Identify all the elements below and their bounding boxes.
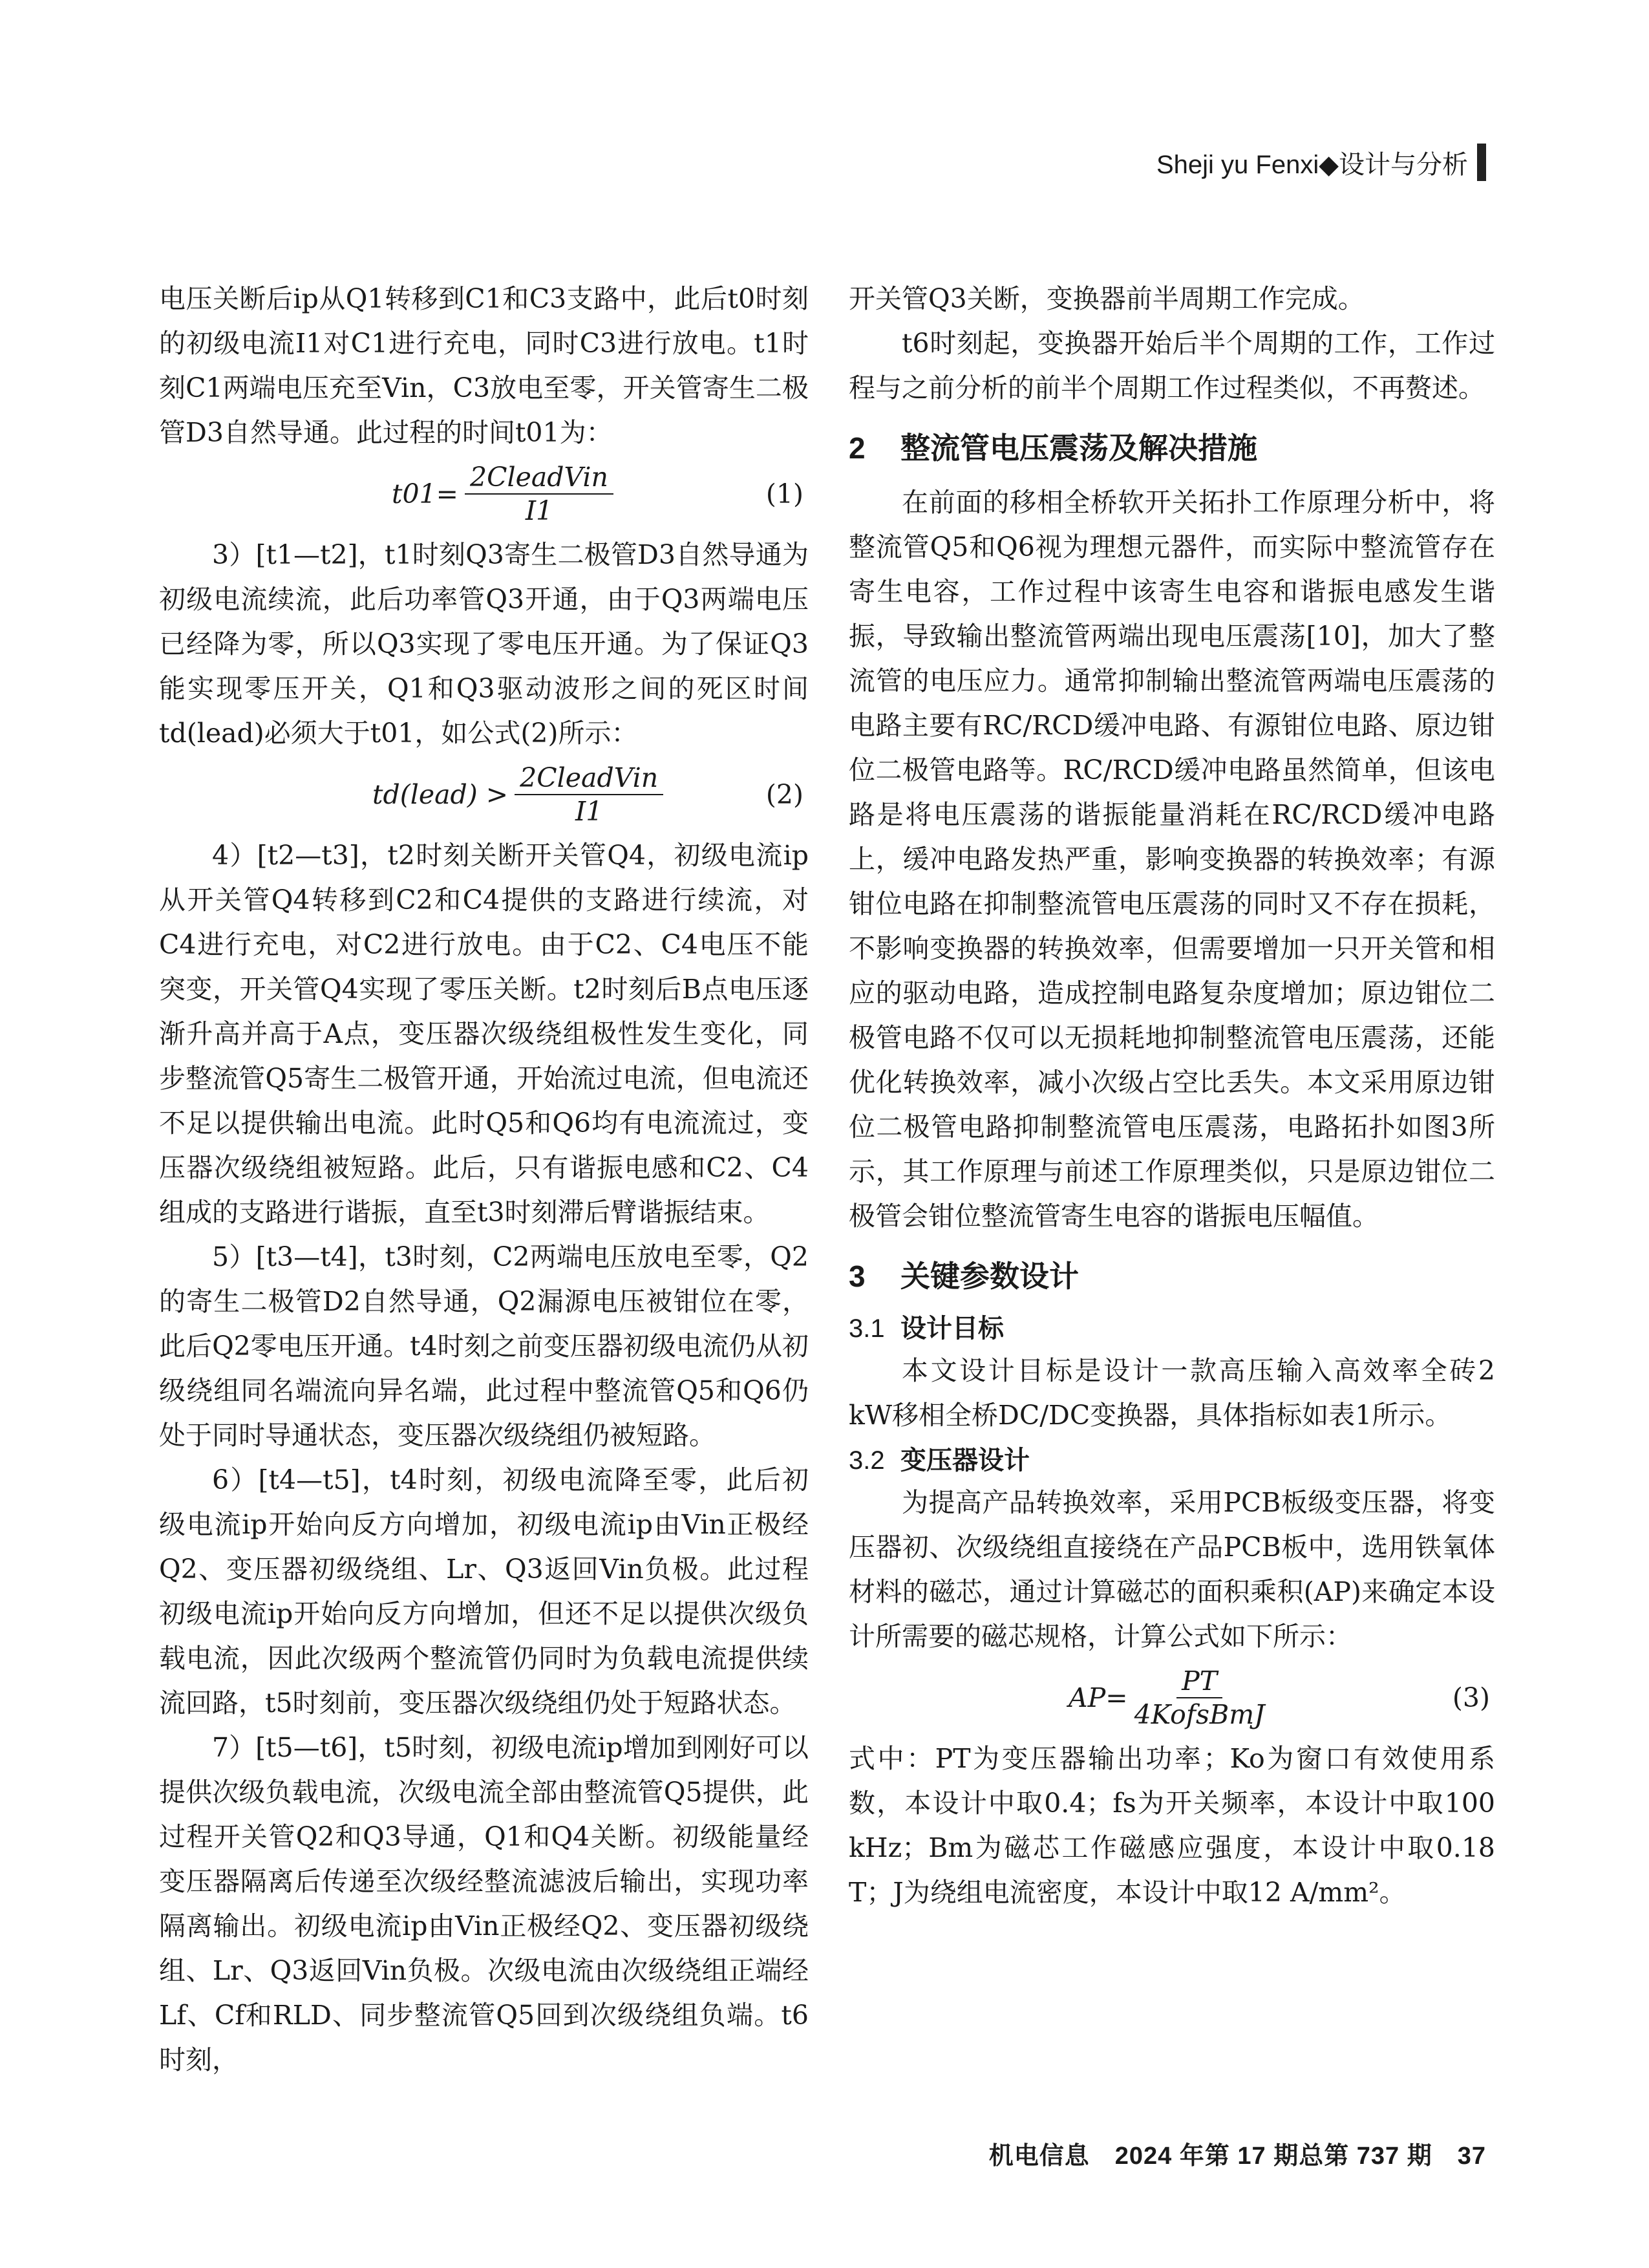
equation-2	[159, 756, 809, 833]
equation-fraction	[465, 461, 613, 527]
equation-lhs: td(lead) >	[372, 778, 509, 810]
paragraph: 7）[t5—t6]，t5时刻，初级电流ip增加到刚好可以提供次级负载电流，次级电流全部由整流管Q5提供，此过程开关管Q2和Q3导通，Q1和Q4关断。初级能量经变压器隔离后传递至次级经整流滤波后输出，实现功率隔离输出。初级电流ip由Vin正极经Q2、变压器初级绕组、Lr、Q3返回Vin负极。次级电流由次级绕组正端经Lf、Cf和RLD、同步整流管Q5回到次级绕组负端。t6时刻，	[159, 1732, 809, 2075]
equation-fraction	[1134, 1665, 1265, 1731]
equation-numerator: 2CleadVin	[515, 762, 663, 795]
equation-number: (3)	[1452, 1682, 1490, 1713]
page-footer: 机电信息 2024 年第 17 期总第 737 期 37	[988, 2143, 1486, 2170]
paragraph: 为提高产品转换效率，采用PCB板级变压器，将变压器初、次级绕组直接绕在产品PCB板中，选用铁氧体材料的磁芯，通过计算磁芯的面积乘积(AP)来确定本设计所需要的磁芯规格，计算公式如下所示：	[849, 1487, 1495, 1652]
equation-number: (1)	[765, 478, 803, 509]
equation-lhs: t01=	[392, 478, 459, 509]
paragraph: 电压关断后ip从Q1转移到C1和C3支路中，此后t0时刻的初级电流I1对C1进行充电，同时C3进行放电。t1时刻C1两端电压充至Vin，C3放电至零，开关管寄生二极管D3自然导通。此过程的时间t01为：	[159, 283, 809, 448]
subsection-number: 3.1	[849, 1314, 885, 1343]
running-title: Sheji yu Fenxi◆设计与分析	[1156, 150, 1468, 179]
paragraph: 在前面的移相全桥软开关拓扑工作原理分析中，将整流管Q5和Q6视为理想元器件，而实际中整流管存在寄生电容，工作过程中该寄生电容和谐振电感发生谐振，导致输出整流管两端出现电压震荡[10]，加大了整流管的电压应力。通常抑制输出整流管两端电压震荡的电路主要有RC/RCD缓冲电路、有源钳位电路、原边钳位二极管电路等。RC/RCD缓冲电路虽然简单，但该电路是将电压震荡的谐振能量消耗在RC/RCD缓冲电路上，缓冲电路发热严重，影响变换器的转换效率；有源钳位电路在抑制整流管电压震荡的同时又不存在损耗，不影响变换器的转换效率，但需要增加一只开关管和相应的驱动电路，造成控制电路复杂度增加；原边钳位二极管电路不仅可以无损耗地抑制整流管电压震荡，还能优化转换效率，减小次级占空比丢失。本文采用原边钳位二极管电路抑制整流管电压震荡，电路拓扑如图3所示，其工作原理与前述工作原理类似，只是原边钳位二极管会钳位整流管寄生电容的谐振电压幅值。	[849, 487, 1495, 1232]
equation-1	[159, 455, 809, 533]
equation-denominator: 4KofsBmJ	[1134, 1699, 1265, 1730]
paragraph: 5）[t3—t4]，t3时刻，C2两端电压放电至零，Q2的寄生二极管D2自然导通，Q2漏源电压被钳位在零，此后Q2零电压开通。t4时刻之前变压器初级电流仍从初级绕组同名端流向异名端，此过程中整流管Q5和Q6仍处于同时导通状态，变压器次级绕组仍被短路。	[159, 1241, 809, 1451]
paragraph: 4）[t2—t3]，t2时刻关断开关管Q4，初级电流ip从开关管Q4转移到C2和C4提供的支路进行续流，对C4进行充电，对C2进行放电。由于C2、C4电压不能突变，开关管Q4实现了零压关断。t2时刻后B点电压逐渐升高并高于A点，变压器次级绕组极性发生变化，同步整流管Q5寄生二极管开通，开始流过电流，但电流还不足以提供输出电流。此时Q5和Q6均有电流流过，变压器次级绕组被短路。此后，只有谐振电感和C2、C4组成的支路进行谐振，直至t3时刻滞后臂谐振结束。	[159, 840, 809, 1228]
subsection-title: 变压器设计	[900, 1446, 1030, 1475]
equation-lhs: AP=	[1069, 1682, 1128, 1713]
subsection-number: 3.2	[849, 1446, 885, 1475]
paragraph: 本文设计目标是设计一款高压输入高效率全砖2 kW移相全桥DC/DC变换器，具体指标如表1所示。	[849, 1355, 1495, 1431]
equation-number: (2)	[765, 778, 803, 810]
left-column	[159, 277, 809, 2082]
section-heading	[849, 1253, 1495, 1300]
paragraph: 开关管Q3关断，变换器前半周期工作完成。	[849, 283, 1365, 314]
header-bar	[1477, 144, 1486, 181]
equation-3	[849, 1659, 1495, 1737]
paragraph: 6）[t4—t5]，t4时刻，初级电流降至零，此后初级电流ip开始向反方向增加，初级电流ip由Vin正极经Q2、变压器初级绕组、Lr、Q3返回Vin负极。此过程初级电流ip开始向反方向增加，但还不足以提供次级负载电流，因此次级两个整流管仍同时为负载电流提供续流回路，t5时刻前，变压器次级绕组仍处于短路状态。	[159, 1464, 809, 1718]
subsection-heading	[849, 1309, 1495, 1349]
section-heading	[849, 425, 1495, 471]
paragraph: t6时刻起，变换器开始后半个周期的工作，工作过程与之前分析的前半个周期工作过程类似，不再赘述。	[849, 328, 1495, 403]
section-title: 整流管电压震荡及解决措施	[900, 431, 1257, 465]
subsection-heading	[849, 1440, 1495, 1481]
equation-fraction	[515, 762, 663, 828]
paragraph: 式中：PT为变压器输出功率；Ko为窗口有效使用系数，本设计中取0.4；fs为开关频率，本设计中取100 kHz；Bm为磁芯工作磁感应强度，本设计中取0.18 T；J为绕组电流密度，本设计中取12 A/mm²。	[849, 1743, 1495, 1908]
right-column	[849, 277, 1495, 1915]
section-number: 3	[849, 1259, 866, 1293]
equation-denominator: I1	[525, 495, 553, 526]
equation-denominator: I1	[575, 796, 603, 827]
subsection-title: 设计目标	[900, 1314, 1004, 1343]
paragraph: 3）[t1—t2]，t1时刻Q3寄生二极管D3自然导通为初级电流续流，此后功率管Q3开通，由于Q3两端电压已经降为零，所以Q3实现了零电压开通。为了保证Q3能实现零压开关，Q1和Q3驱动波形之间的死区时间td(lead)必须大于t01，如公式(2)所示：	[159, 539, 809, 749]
equation-numerator: PT	[1176, 1665, 1222, 1698]
section-number: 2	[849, 431, 866, 465]
running-header	[1156, 144, 1486, 181]
equation-numerator: 2CleadVin	[465, 461, 613, 495]
section-title: 关键参数设计	[900, 1259, 1079, 1293]
